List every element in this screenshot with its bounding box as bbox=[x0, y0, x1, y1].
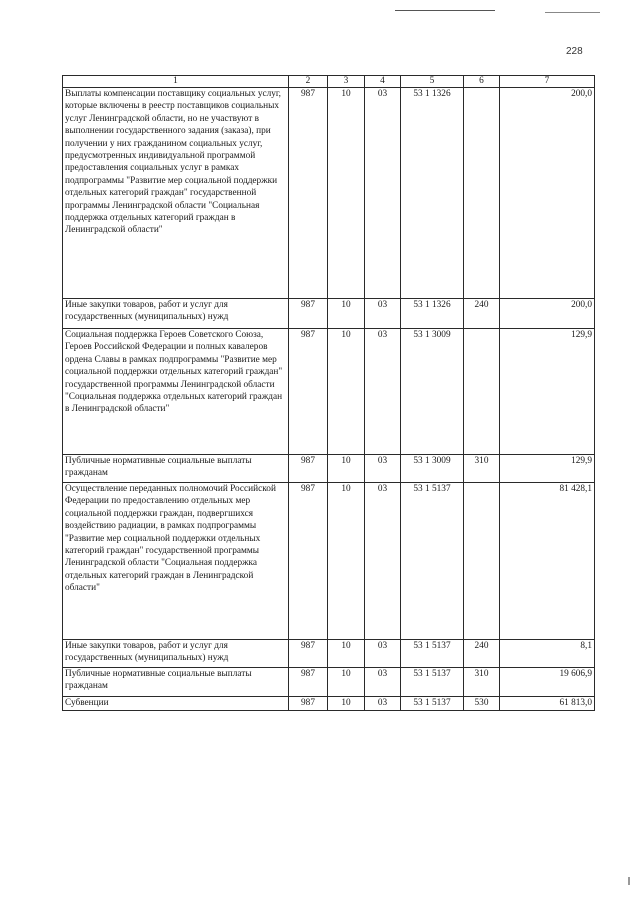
row-pr: 03 bbox=[365, 668, 401, 697]
budget-table bbox=[62, 75, 595, 711]
row-rz: 10 bbox=[328, 329, 365, 455]
row-name: Публичные нормативные социальные выплаты гражданам bbox=[63, 668, 289, 697]
table-row bbox=[63, 668, 595, 697]
row-grbs: 987 bbox=[289, 640, 328, 668]
scan-edge-mark bbox=[628, 877, 630, 885]
header-col-2: 2 bbox=[289, 76, 328, 88]
row-name: Социальная поддержка Героев Советского Союза, Героев Российской Федерации и полных кавалеров ордена Славы в рамках подпрограммы "Развитие мер социальной поддержки отдельных категорий граждан" государственной программы Ленинградской области "Социальная поддержка отдельных категорий граждан в Ленинградской области" bbox=[63, 329, 289, 455]
row-rz: 10 bbox=[328, 697, 365, 711]
row-sum: 8,1 bbox=[500, 640, 595, 668]
row-sum: 200,0 bbox=[500, 88, 595, 299]
row-pr: 03 bbox=[365, 329, 401, 455]
row-vr bbox=[464, 88, 500, 299]
row-sum: 81 428,1 bbox=[500, 483, 595, 640]
table-row bbox=[63, 455, 595, 483]
row-sum: 19 606,9 bbox=[500, 668, 595, 697]
table-row bbox=[63, 483, 595, 640]
header-col-7: 7 bbox=[500, 76, 595, 88]
row-grbs: 987 bbox=[289, 483, 328, 640]
row-csr: 53 1 5137 bbox=[401, 483, 464, 640]
table-body bbox=[63, 88, 595, 711]
row-pr: 03 bbox=[365, 455, 401, 483]
row-name: Иные закупки товаров, работ и услуг для государственных (муниципальных) нужд bbox=[63, 640, 289, 668]
row-rz: 10 bbox=[328, 640, 365, 668]
row-csr: 53 1 1326 bbox=[401, 88, 464, 299]
row-name: Субвенции bbox=[63, 697, 289, 711]
row-sum: 61 813,0 bbox=[500, 697, 595, 711]
row-grbs: 987 bbox=[289, 697, 328, 711]
row-grbs: 987 bbox=[289, 668, 328, 697]
header-col-6: 6 bbox=[464, 76, 500, 88]
row-pr: 03 bbox=[365, 640, 401, 668]
table-header bbox=[63, 76, 595, 88]
row-vr: 240 bbox=[464, 299, 500, 329]
row-csr: 53 1 5137 bbox=[401, 668, 464, 697]
row-grbs: 987 bbox=[289, 329, 328, 455]
row-pr: 03 bbox=[365, 697, 401, 711]
row-csr: 53 1 3009 bbox=[401, 329, 464, 455]
row-rz: 10 bbox=[328, 455, 365, 483]
row-vr bbox=[464, 329, 500, 455]
page-number: 228 bbox=[566, 46, 583, 57]
row-csr: 53 1 5137 bbox=[401, 697, 464, 711]
header-col-3: 3 bbox=[328, 76, 365, 88]
header-rule-short bbox=[545, 12, 600, 13]
row-name: Осуществление переданных полномочий Российской Федерации по предоставлению отдельных мер социальной поддержки граждан, подвергшихся воздействию радиации, в рамках подпрограммы "Развитие мер социальной поддержки отдельных категорий граждан" государственной программы Ленинградской области "Социальная поддержка отдельных категорий граждан в Ленинградской области" bbox=[63, 483, 289, 640]
table-row bbox=[63, 640, 595, 668]
table-row bbox=[63, 88, 595, 299]
row-csr: 53 1 1326 bbox=[401, 299, 464, 329]
row-csr: 53 1 3009 bbox=[401, 455, 464, 483]
row-sum: 129,9 bbox=[500, 455, 595, 483]
table-row bbox=[63, 329, 595, 455]
row-sum: 129,9 bbox=[500, 329, 595, 455]
row-vr: 310 bbox=[464, 455, 500, 483]
row-pr: 03 bbox=[365, 88, 401, 299]
row-pr: 03 bbox=[365, 299, 401, 329]
row-name: Публичные нормативные социальные выплаты гражданам bbox=[63, 455, 289, 483]
row-vr: 240 bbox=[464, 640, 500, 668]
row-name: Иные закупки товаров, работ и услуг для государственных (муниципальных) нужд bbox=[63, 299, 289, 329]
row-csr: 53 1 5137 bbox=[401, 640, 464, 668]
row-rz: 10 bbox=[328, 88, 365, 299]
table-row bbox=[63, 697, 595, 711]
row-grbs: 987 bbox=[289, 455, 328, 483]
header-col-5: 5 bbox=[401, 76, 464, 88]
row-pr: 03 bbox=[365, 483, 401, 640]
header-col-4: 4 bbox=[365, 76, 401, 88]
row-sum: 200,0 bbox=[500, 299, 595, 329]
header-row bbox=[63, 76, 595, 88]
row-rz: 10 bbox=[328, 299, 365, 329]
row-vr: 310 bbox=[464, 668, 500, 697]
row-name: Выплаты компенсации поставщику социальных услуг, которые включены в реестр поставщиков социальных услуг Ленинградской области, но не участвуют в выполнении государственного задания (заказа), при получении у них гражданином социальных услуг, предусмотренных индивидуальной программой предоставления социальных услуг в рамках подпрограммы "Развитие мер социальной поддержки отдельных категорий граждан" государственной программы Ленинградской области "Социальная поддержка отдельных категорий граждан в Ленинградской области" bbox=[63, 88, 289, 299]
row-vr bbox=[464, 483, 500, 640]
row-rz: 10 bbox=[328, 668, 365, 697]
table-row bbox=[63, 299, 595, 329]
row-grbs: 987 bbox=[289, 299, 328, 329]
header-rule bbox=[395, 10, 495, 11]
row-grbs: 987 bbox=[289, 88, 328, 299]
row-vr: 530 bbox=[464, 697, 500, 711]
header-col-1: 1 bbox=[63, 76, 289, 88]
row-rz: 10 bbox=[328, 483, 365, 640]
